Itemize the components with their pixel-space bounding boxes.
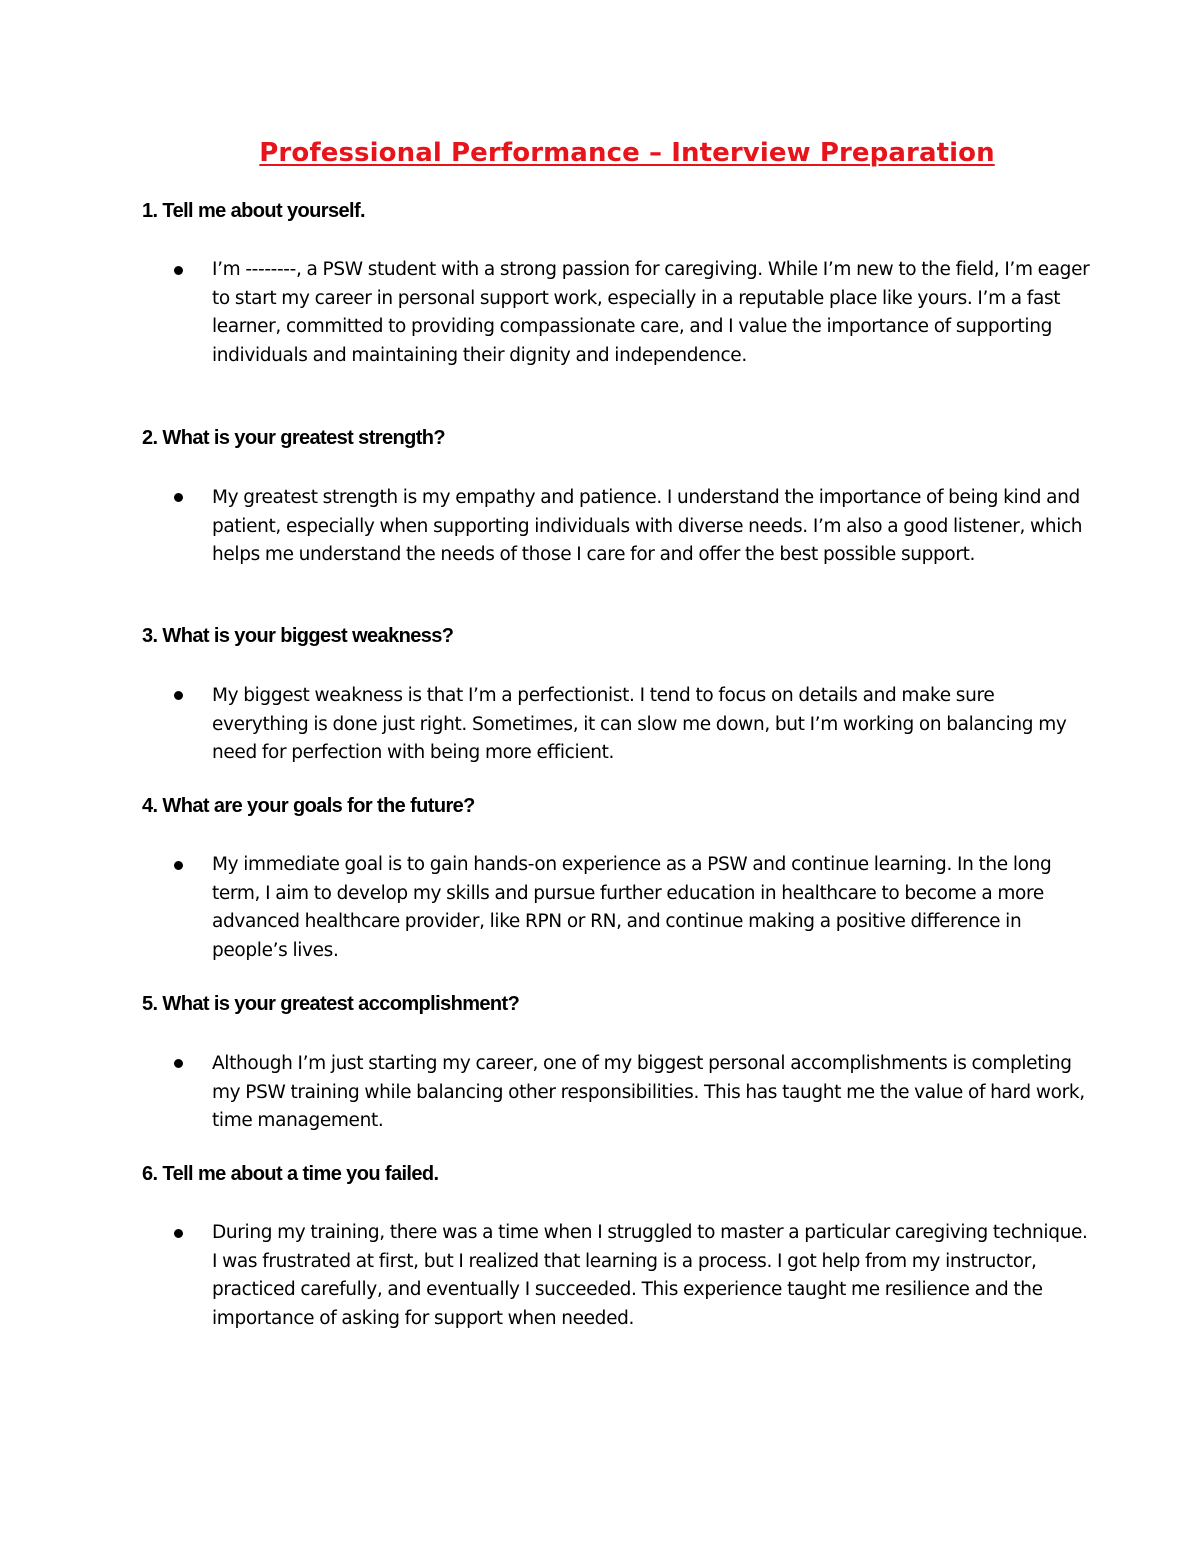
bullet-icon: [174, 493, 183, 502]
bullet-icon: [174, 861, 183, 870]
question-heading: 4. What are your goals for the future?: [142, 795, 475, 817]
question-heading: 2. What is your greatest strength?: [142, 427, 445, 449]
question-heading: 1. Tell me about yourself.: [142, 200, 365, 222]
bullet-icon: [174, 266, 183, 275]
question-heading: 5. What is your greatest accomplishment?: [142, 993, 520, 1015]
question-heading: 3. What is your biggest weakness?: [142, 625, 454, 647]
answer-text: During my training, there was a time when I struggled to master a particular caregiving technique. I was frustrated at first, but I realized that learning is a process. I got help from my instructor, practiced carefully, and eventually I succeeded. This experience taught me resilience and the importance of asking for support when needed.: [212, 1222, 1088, 1329]
bullet-icon: [174, 691, 183, 700]
document-title: Professional Performance – Interview Preparation: [259, 138, 995, 168]
bullet-icon: [174, 1229, 183, 1238]
answer-text: I’m --------, a PSW student with a strong passion for caregiving. While I’m new to the field, I’m eager to start my career in personal support work, especially in a reputable place like yours. I’m a fast learner, committed to providing compassionate care, and I value the importance of supporting individuals and maintaining their dignity and independence.: [212, 259, 1090, 366]
bullet-icon: [174, 1059, 183, 1068]
question-heading: 6. Tell me about a time you failed.: [142, 1163, 439, 1185]
answer-text: My immediate goal is to gain hands-on experience as a PSW and continue learning. In the long term, I aim to develop my skills and pursue further education in healthcare to become a more advanced healthcare provider, like RPN or RN, and continue making a positive difference in people’s lives.: [212, 854, 1052, 961]
answer-text: Although I’m just starting my career, one of my biggest personal accomplishments is completing my PSW training while balancing other responsibilities. This has taught me the value of hard work, time management.: [212, 1053, 1085, 1132]
answer-text: My greatest strength is my empathy and patience. I understand the importance of being kind and patient, especially when supporting individuals with diverse needs. I’m also a good listener, which helps me understand the needs of those I care for and offer the best possible support.: [212, 487, 1083, 566]
answer-text: My biggest weakness is that I’m a perfectionist. I tend to focus on details and make sure everything is done just right. Sometimes, it can slow me down, but I’m working on balancing my need for perfection with being more efficient.: [212, 685, 1067, 764]
